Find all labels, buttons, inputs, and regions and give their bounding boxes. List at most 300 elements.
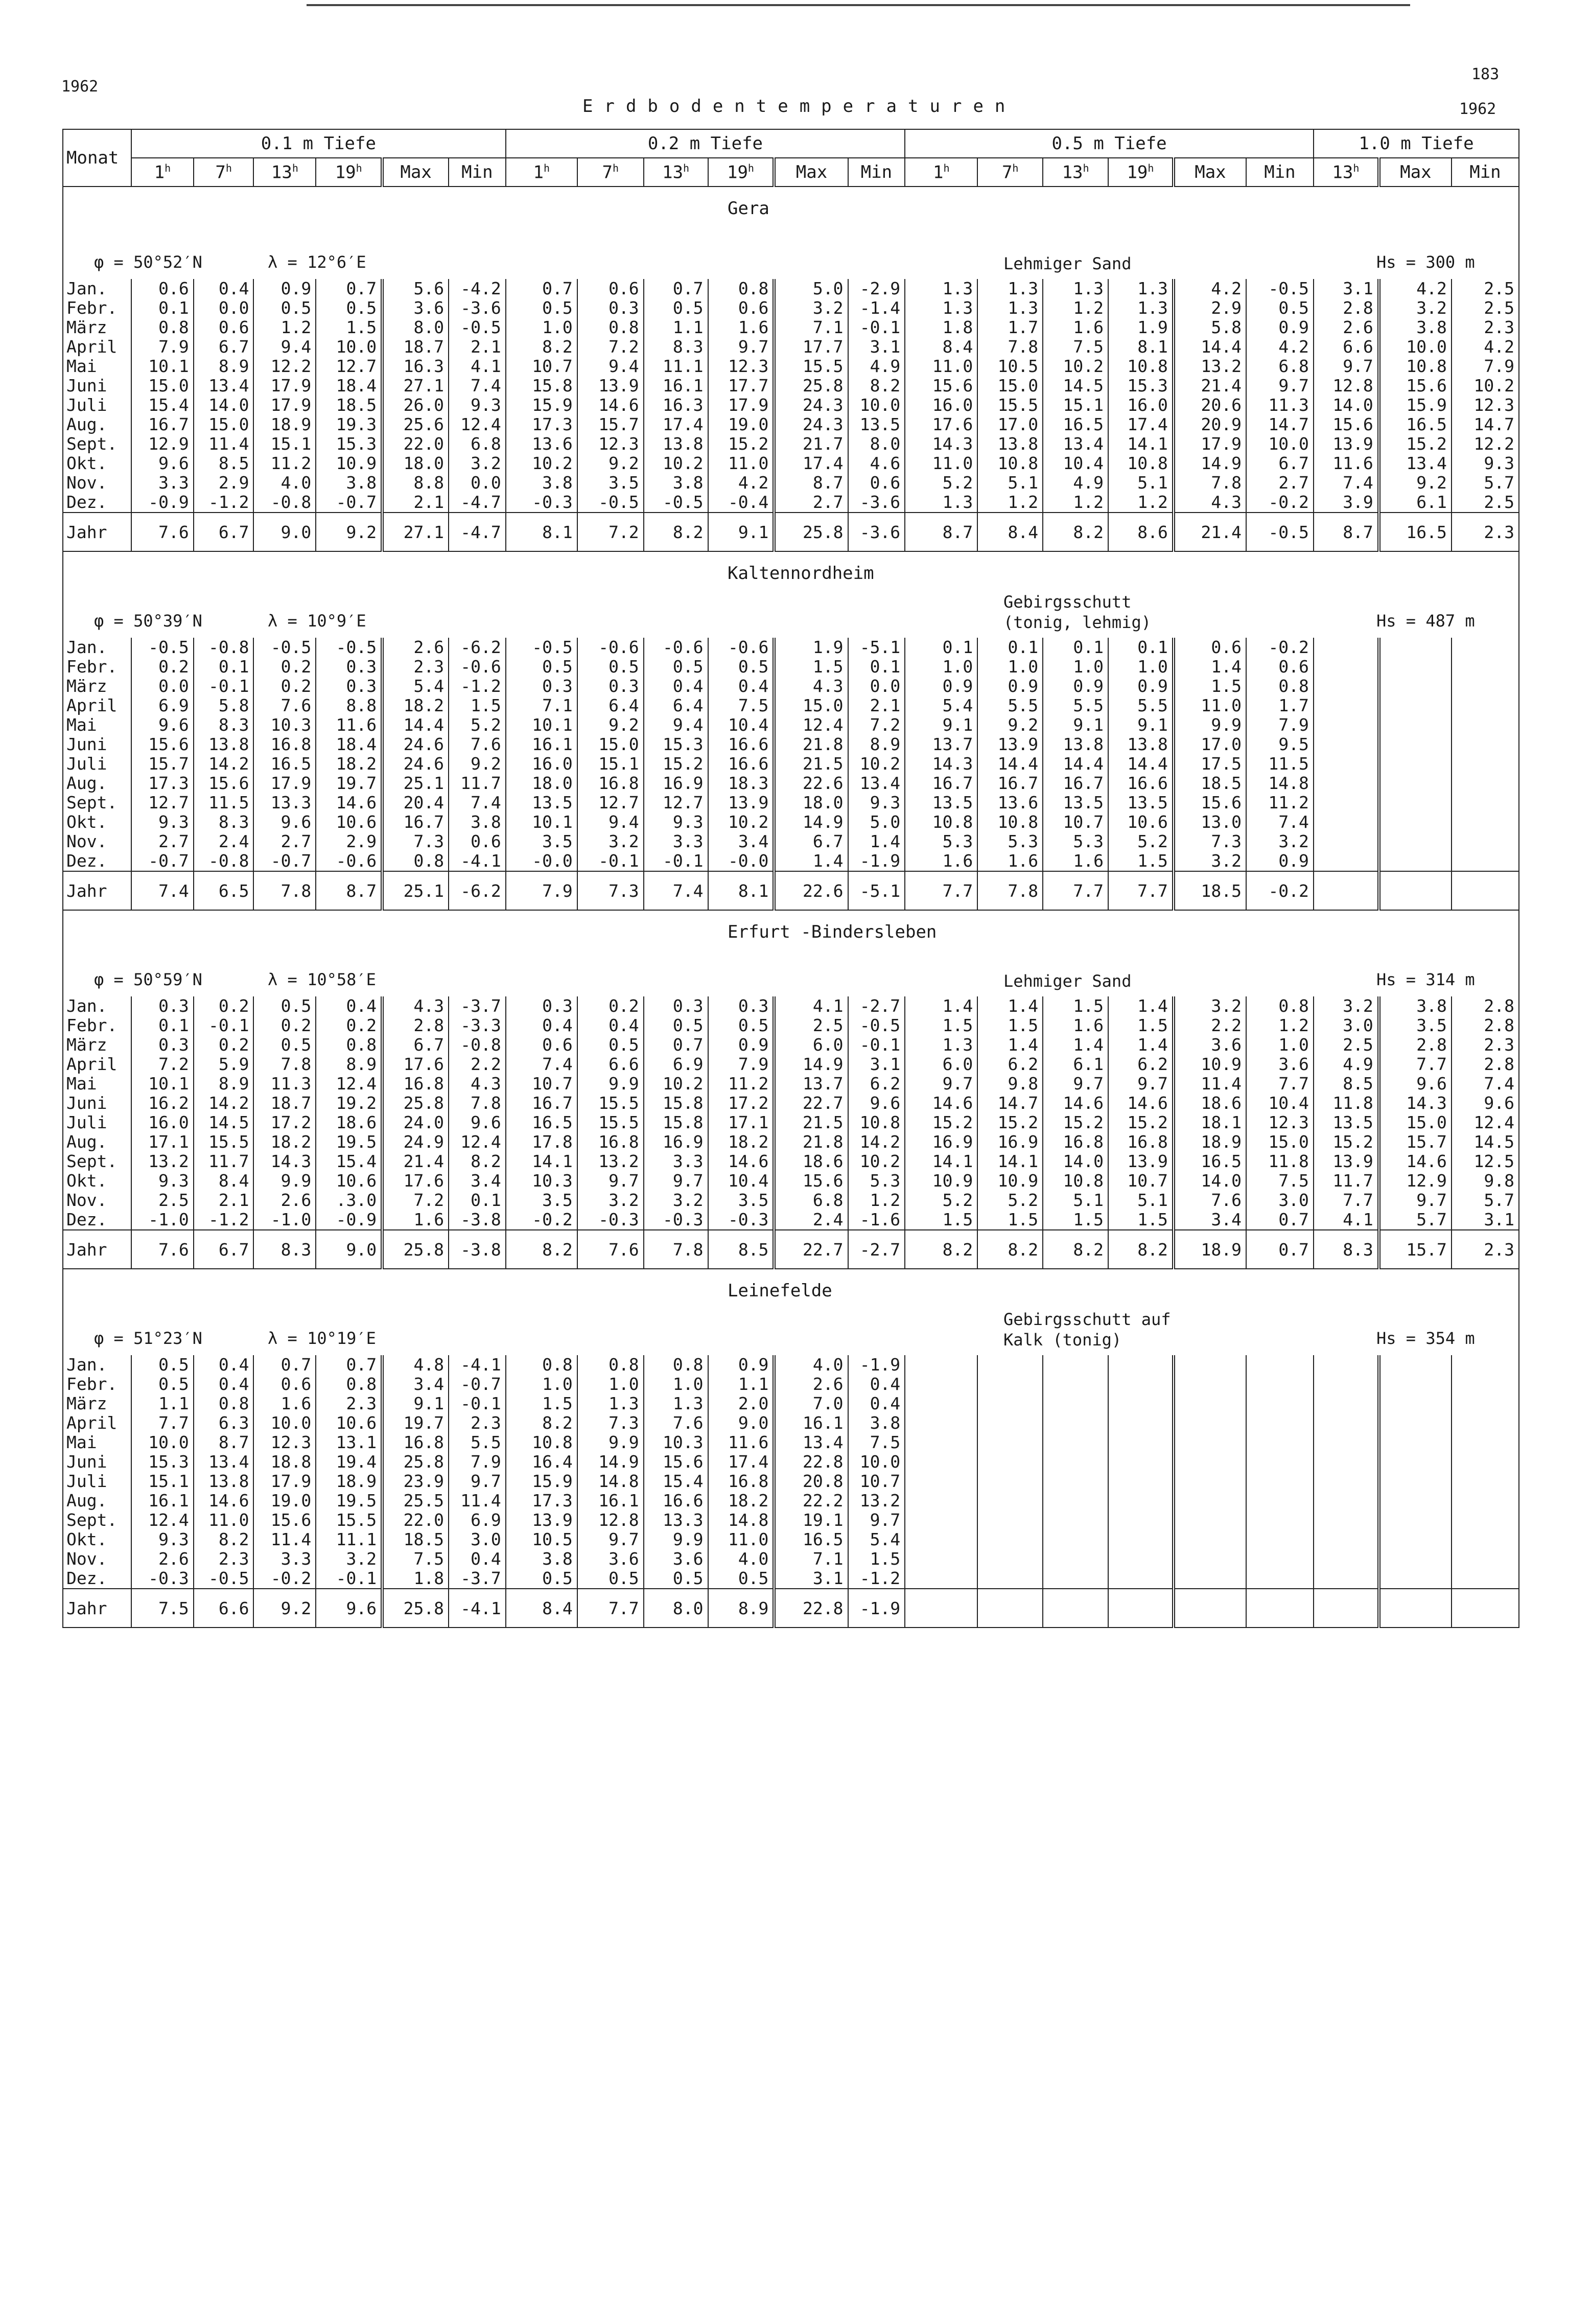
- table-cell: 14.4: [1174, 337, 1246, 357]
- table-cell: 14.7: [1246, 415, 1314, 434]
- table-cell: 2.5: [1452, 493, 1519, 513]
- table-cell: [1246, 1472, 1314, 1491]
- table-row: [63, 1171, 1519, 1191]
- table-cell: 14.1: [905, 1152, 977, 1171]
- table-cell: 1.0: [577, 1375, 644, 1394]
- table-cell: [905, 1452, 977, 1472]
- table-cell: 7.9: [131, 337, 194, 357]
- table-cell: [1379, 1355, 1452, 1375]
- table-cell: 14.2: [848, 1132, 905, 1152]
- month-label: Juni: [63, 1094, 131, 1113]
- table-cell: 25.6: [382, 415, 449, 434]
- d02-hour-19-header: [708, 158, 775, 187]
- table-cell: 2.8: [1452, 1016, 1519, 1035]
- month-label: Mai: [63, 357, 131, 376]
- table-cell: [1379, 1394, 1452, 1413]
- table-cell: 13.0: [1174, 812, 1246, 832]
- table-cell: 22.7: [774, 1094, 848, 1113]
- table-cell: 10.8: [1108, 357, 1174, 376]
- table-cell: [1452, 1355, 1519, 1375]
- table-cell: 0.3: [506, 996, 577, 1016]
- table-cell: 14.9: [577, 1452, 644, 1472]
- table-cell: 14.0: [1314, 396, 1379, 415]
- table-cell: -5.1: [848, 638, 905, 657]
- table-cell: 0.8: [708, 279, 775, 298]
- table-cell: 2.3: [1452, 318, 1519, 337]
- table-cell: 15.1: [131, 1472, 194, 1491]
- table-cell-jahr: 7.6: [131, 513, 194, 551]
- table-cell-jahr: 8.2: [977, 1230, 1043, 1269]
- table-cell: 17.9: [708, 396, 775, 415]
- table-cell: -4.1: [449, 1355, 506, 1375]
- table-cell: 1.0: [506, 1375, 577, 1394]
- table-cell: [1314, 1491, 1379, 1510]
- table-cell: 15.6: [1314, 415, 1379, 434]
- table-cell: 16.5: [1174, 1152, 1246, 1171]
- table-cell: 10.6: [316, 1171, 382, 1191]
- table-cell: 9.7: [1246, 376, 1314, 396]
- table-cell: 5.8: [194, 696, 254, 715]
- table-cell: 2.6: [774, 1375, 848, 1394]
- table-cell: [1379, 1433, 1452, 1452]
- table-cell: -0.5: [253, 638, 316, 657]
- table-cell: [1452, 735, 1519, 754]
- table-cell: 6.8: [449, 434, 506, 454]
- table-cell: 16.5: [1379, 415, 1452, 434]
- table-cell: 10.2: [1043, 357, 1108, 376]
- table-cell: 0.8: [577, 318, 644, 337]
- table-cell: 1.4: [1174, 657, 1246, 677]
- table-cell: 0.3: [577, 298, 644, 318]
- table-cell: .3.0: [316, 1191, 382, 1210]
- table-cell: 18.0: [382, 454, 449, 473]
- table-cell: 15.5: [774, 357, 848, 376]
- table-cell: 0.4: [506, 1016, 577, 1035]
- table-cell: 15.0: [131, 376, 194, 396]
- table-cell: -1.2: [194, 1210, 254, 1230]
- hour-suffix: h: [1012, 161, 1019, 174]
- table-cell: [977, 1413, 1043, 1433]
- table-cell: 9.2: [449, 754, 506, 774]
- table-cell: 6.7: [774, 832, 848, 851]
- table-cell: -1.9: [848, 851, 905, 871]
- table-cell: 9.6: [131, 454, 194, 473]
- table-cell: 18.9: [253, 415, 316, 434]
- table-cell: 1.5: [905, 1210, 977, 1230]
- d05-min-header: Min: [1246, 158, 1314, 187]
- table-cell: 9.7: [577, 1530, 644, 1549]
- table-cell: 7.8: [1174, 473, 1246, 493]
- table-cell: [1379, 1452, 1452, 1472]
- table-cell: [1174, 1530, 1246, 1549]
- table-cell-jahr: 8.5: [708, 1230, 775, 1269]
- table-cell: 13.4: [774, 1433, 848, 1452]
- table-row: [63, 1055, 1519, 1074]
- table-cell: 3.2: [1174, 996, 1246, 1016]
- table-cell: 15.6: [774, 1171, 848, 1191]
- table-cell: 12.8: [577, 1510, 644, 1530]
- table-cell: 17.1: [708, 1113, 775, 1132]
- table-row: [63, 454, 1519, 473]
- table-cell: 1.4: [977, 996, 1043, 1016]
- station-soil-type: Lehmiger Sand: [1003, 971, 1132, 991]
- table-cell: 9.7: [644, 1171, 708, 1191]
- jahr-label: Jahr: [63, 1230, 131, 1269]
- table-cell: 7.4: [449, 793, 506, 812]
- d01-max-header: Max: [382, 158, 449, 187]
- table-cell-jahr: 9.2: [316, 513, 382, 551]
- hour-value: 13: [1062, 162, 1083, 183]
- table-cell: 11.3: [253, 1074, 316, 1094]
- table-cell: 16.0: [1108, 396, 1174, 415]
- table-cell: 8.2: [848, 376, 905, 396]
- table-cell: 25.5: [382, 1491, 449, 1510]
- table-cell: 14.0: [1174, 1171, 1246, 1191]
- table-cell: [1108, 1549, 1174, 1569]
- table-cell: 1.4: [848, 832, 905, 851]
- table-cell: 2.7: [774, 493, 848, 513]
- table-cell: 0.4: [316, 996, 382, 1016]
- table-cell: [1314, 754, 1379, 774]
- table-cell: 15.0: [977, 376, 1043, 396]
- table-cell: 2.5: [131, 1191, 194, 1210]
- table-cell: 15.2: [708, 434, 775, 454]
- table-cell: 0.8: [644, 1355, 708, 1375]
- month-label: Febr.: [63, 298, 131, 318]
- table-cell: [1108, 1530, 1174, 1549]
- table-cell: [977, 1530, 1043, 1549]
- table-cell: 14.6: [194, 1491, 254, 1510]
- station-altitude: Hs = 314 m: [1376, 970, 1475, 989]
- table-cell: 15.3: [131, 1452, 194, 1472]
- table-cell: 0.9: [905, 677, 977, 696]
- table-cell: 3.8: [316, 473, 382, 493]
- table-row: [63, 1094, 1519, 1113]
- month-label: Nov.: [63, 1549, 131, 1569]
- table-cell: [1314, 832, 1379, 851]
- table-cell: 16.9: [977, 1132, 1043, 1152]
- table-cell: 7.2: [131, 1055, 194, 1074]
- table-cell: 7.0: [774, 1394, 848, 1413]
- month-label: Jan.: [63, 996, 131, 1016]
- table-cell: [1108, 1491, 1174, 1510]
- table-cell: 0.4: [449, 1549, 506, 1569]
- table-cell: 17.2: [708, 1094, 775, 1113]
- d02-max-header: Max: [774, 158, 848, 187]
- table-cell: 7.5: [708, 696, 775, 715]
- table-cell: 9.3: [848, 793, 905, 812]
- table-cell: 9.6: [1379, 1074, 1452, 1094]
- month-label: Okt.: [63, 454, 131, 473]
- table-cell-jahr: 7.6: [131, 1230, 194, 1269]
- table-cell: 4.0: [774, 1355, 848, 1375]
- table-cell: 13.8: [644, 434, 708, 454]
- table-cell: 14.6: [708, 1152, 775, 1171]
- table-cell: 3.2: [316, 1549, 382, 1569]
- table-cell: -0.6: [708, 638, 775, 657]
- table-row: [63, 1510, 1519, 1530]
- table-cell: 4.3: [382, 996, 449, 1016]
- table-cell: 16.7: [905, 774, 977, 793]
- table-cell: [1379, 812, 1452, 832]
- table-cell: -0.5: [506, 638, 577, 657]
- month-label: Juni: [63, 1452, 131, 1472]
- table-cell: -3.8: [449, 1210, 506, 1230]
- table-cell: 13.4: [1043, 434, 1108, 454]
- table-cell: 0.5: [708, 1016, 775, 1035]
- table-cell: 8.0: [382, 318, 449, 337]
- table-cell: 24.3: [774, 396, 848, 415]
- table-cell: 10.8: [1379, 357, 1452, 376]
- table-cell: 15.4: [644, 1472, 708, 1491]
- table-cell: 3.6: [577, 1549, 644, 1569]
- table-cell: 14.8: [1246, 774, 1314, 793]
- table-cell: 19.7: [316, 774, 382, 793]
- table-cell: 16.5: [1043, 415, 1108, 434]
- table-cell: 0.6: [449, 832, 506, 851]
- table-cell: 14.4: [977, 754, 1043, 774]
- table-cell: 0.8: [506, 1355, 577, 1375]
- table-cell: -0.2: [1246, 493, 1314, 513]
- table-cell: [1043, 1472, 1108, 1491]
- table-cell: 3.8: [848, 1413, 905, 1433]
- table-cell: 15.9: [506, 1472, 577, 1491]
- table-cell: -1.2: [194, 493, 254, 513]
- table-cell: 0.8: [316, 1035, 382, 1055]
- table-cell: 6.7: [382, 1035, 449, 1055]
- table-cell: 15.5: [577, 1113, 644, 1132]
- table-cell-jahr: -3.6: [848, 513, 905, 551]
- monat-header: Monat: [63, 129, 131, 187]
- table-cell: 0.6: [708, 298, 775, 318]
- table-cell: 8.4: [905, 337, 977, 357]
- table-cell: 10.9: [316, 454, 382, 473]
- table-cell: 7.2: [382, 1191, 449, 1210]
- table-row: [63, 638, 1519, 657]
- table-cell: 16.8: [577, 1132, 644, 1152]
- table-cell: 7.7: [1314, 1191, 1379, 1210]
- table-cell: 7.6: [449, 735, 506, 754]
- table-cell: [1314, 657, 1379, 677]
- table-cell: 18.1: [1174, 1113, 1246, 1132]
- table-cell: [977, 1549, 1043, 1569]
- table-cell: 6.1: [1379, 493, 1452, 513]
- table-cell-jahr: 0.7: [1246, 1230, 1314, 1269]
- table-cell: 16.1: [506, 735, 577, 754]
- table-cell: 16.0: [506, 754, 577, 774]
- table-cell: 12.8: [1314, 376, 1379, 396]
- month-label: April: [63, 1413, 131, 1433]
- table-cell: 9.6: [1452, 1094, 1519, 1113]
- table-cell: 6.1: [1043, 1055, 1108, 1074]
- month-label: Sept.: [63, 1510, 131, 1530]
- table-cell: 22.0: [382, 434, 449, 454]
- table-cell-jahr: 8.2: [1043, 1230, 1108, 1269]
- table-cell: [1314, 677, 1379, 696]
- table-cell: -0.5: [449, 318, 506, 337]
- hour-value: 1: [533, 162, 544, 183]
- table-cell: 14.3: [253, 1152, 316, 1171]
- table-cell: 13.8: [1108, 735, 1174, 754]
- table-cell-jahr: 27.1: [382, 513, 449, 551]
- table-cell: 10.0: [316, 337, 382, 357]
- table-cell: 15.5: [194, 1132, 254, 1152]
- table-cell: 18.2: [253, 1132, 316, 1152]
- table-cell: 18.9: [316, 1472, 382, 1491]
- table-cell: 7.4: [1314, 473, 1379, 493]
- hour-suffix: h: [1083, 161, 1089, 174]
- table-cell-jahr: [977, 1589, 1043, 1628]
- table-cell: 7.1: [774, 1549, 848, 1569]
- table-cell: [1379, 1510, 1452, 1530]
- table-cell: 1.5: [506, 1394, 577, 1413]
- table-cell-jahr: 2.3: [1452, 513, 1519, 551]
- table-cell: 13.5: [848, 415, 905, 434]
- table-cell: 6.2: [848, 1074, 905, 1094]
- table-cell: 1.8: [382, 1569, 449, 1589]
- table-cell: 1.6: [708, 318, 775, 337]
- table-cell: [1379, 832, 1452, 851]
- table-cell: -0.3: [708, 1210, 775, 1230]
- table-cell: 15.1: [577, 754, 644, 774]
- table-cell: 0.5: [577, 1569, 644, 1589]
- table-cell: 17.3: [506, 1491, 577, 1510]
- table-cell: [1314, 696, 1379, 715]
- table-cell: 5.1: [1043, 1191, 1108, 1210]
- table-row: [63, 1472, 1519, 1491]
- table-cell: 2.4: [194, 832, 254, 851]
- table-row-jahr: [63, 513, 1519, 551]
- table-cell: 16.5: [506, 1113, 577, 1132]
- table-cell: 7.4: [1452, 1074, 1519, 1094]
- table-cell-jahr: [1246, 1589, 1314, 1628]
- table-cell: 15.4: [131, 396, 194, 415]
- table-cell: 11.0: [194, 1510, 254, 1530]
- month-label: Juni: [63, 735, 131, 754]
- station-latitude: φ = 50°59′N: [94, 970, 202, 989]
- table-cell: 7.5: [1043, 337, 1108, 357]
- table-cell: [977, 1433, 1043, 1452]
- table-cell: 16.1: [644, 376, 708, 396]
- table-cell: 9.1: [382, 1394, 449, 1413]
- table-cell: 24.6: [382, 735, 449, 754]
- table-row: [63, 1452, 1519, 1472]
- table-cell: 18.5: [1174, 774, 1246, 793]
- table-cell: [1314, 735, 1379, 754]
- table-cell: 24.9: [382, 1132, 449, 1152]
- table-cell: 0.3: [131, 1035, 194, 1055]
- table-row: [63, 318, 1519, 337]
- table-cell: 0.5: [708, 1569, 775, 1589]
- table-cell: 2.3: [382, 657, 449, 677]
- table-cell-jahr: 7.8: [977, 871, 1043, 910]
- table-cell-jahr: 22.8: [774, 1589, 848, 1628]
- table-cell: -0.7: [253, 851, 316, 871]
- table-cell: 0.8: [194, 1394, 254, 1413]
- table-cell: 2.6: [131, 1549, 194, 1569]
- month-label: April: [63, 1055, 131, 1074]
- table-cell: [905, 1355, 977, 1375]
- table-cell: 0.6: [253, 1375, 316, 1394]
- table-cell: 16.8: [253, 735, 316, 754]
- group-header-0-5m: 0.5 m Tiefe: [905, 129, 1314, 158]
- table-cell: [1314, 638, 1379, 657]
- table-cell: 0.4: [194, 1375, 254, 1394]
- table-cell-jahr: 25.8: [774, 513, 848, 551]
- table-row: [63, 415, 1519, 434]
- table-cell: 10.9: [905, 1171, 977, 1191]
- table-cell: 9.7: [449, 1472, 506, 1491]
- table-cell: [1452, 851, 1519, 871]
- table-cell: 2.3: [194, 1549, 254, 1569]
- table-cell: -0.5: [131, 638, 194, 657]
- table-row: [63, 434, 1519, 454]
- month-label: Jan.: [63, 279, 131, 298]
- table-cell: 6.9: [449, 1510, 506, 1530]
- table-cell: 14.7: [977, 1094, 1043, 1113]
- table-cell: 7.2: [848, 715, 905, 735]
- table-cell: 3.5: [577, 473, 644, 493]
- table-cell: 7.5: [848, 1433, 905, 1452]
- table-cell: 1.4: [1108, 996, 1174, 1016]
- table-cell: [1246, 1510, 1314, 1530]
- table-cell: 25.8: [382, 1452, 449, 1472]
- table-cell: 9.7: [708, 337, 775, 357]
- table-cell: -0.9: [316, 1210, 382, 1230]
- table-cell: 8.7: [774, 473, 848, 493]
- table-cell: -4.7: [449, 493, 506, 513]
- table-cell: 17.3: [131, 774, 194, 793]
- hour-value: 13: [1332, 162, 1353, 183]
- table-cell: 14.3: [905, 434, 977, 454]
- table-cell: [1043, 1491, 1108, 1510]
- table-cell: 16.8: [1043, 1132, 1108, 1152]
- table-cell-jahr: 8.7: [1314, 513, 1379, 551]
- table-cell: [905, 1491, 977, 1510]
- table-cell: 13.7: [905, 735, 977, 754]
- table-cell: [1043, 1452, 1108, 1472]
- table-cell: 3.2: [1246, 832, 1314, 851]
- table-cell: 14.8: [708, 1510, 775, 1530]
- table-cell: 9.6: [449, 1113, 506, 1132]
- table-cell-jahr: 8.2: [1043, 513, 1108, 551]
- table-cell: 9.2: [977, 715, 1043, 735]
- table-cell: 2.9: [194, 473, 254, 493]
- table-cell: 5.1: [1108, 1191, 1174, 1210]
- table-cell: 3.8: [644, 473, 708, 493]
- table-cell: 0.9: [708, 1355, 775, 1375]
- table-cell: 12.4: [316, 1074, 382, 1094]
- table-cell: [1246, 1530, 1314, 1549]
- table-cell: 7.8: [253, 1055, 316, 1074]
- table-cell: 18.2: [316, 754, 382, 774]
- table-cell: 12.3: [1246, 1113, 1314, 1132]
- table-cell: 2.3: [316, 1394, 382, 1413]
- table-cell: -2.9: [848, 279, 905, 298]
- table-cell: 19.0: [708, 415, 775, 434]
- table-cell: 0.1: [848, 657, 905, 677]
- table-row-jahr: [63, 871, 1519, 910]
- table-cell: 15.0: [1246, 1132, 1314, 1152]
- hour-value: 13: [662, 162, 684, 183]
- table-cell: 4.2: [1452, 337, 1519, 357]
- table-cell: 5.7: [1452, 473, 1519, 493]
- table-cell: 1.0: [1108, 657, 1174, 677]
- table-cell: [1452, 1491, 1519, 1510]
- table-cell: 18.7: [382, 337, 449, 357]
- table-cell: [1043, 1375, 1108, 1394]
- table-cell: 11.8: [1246, 1152, 1314, 1171]
